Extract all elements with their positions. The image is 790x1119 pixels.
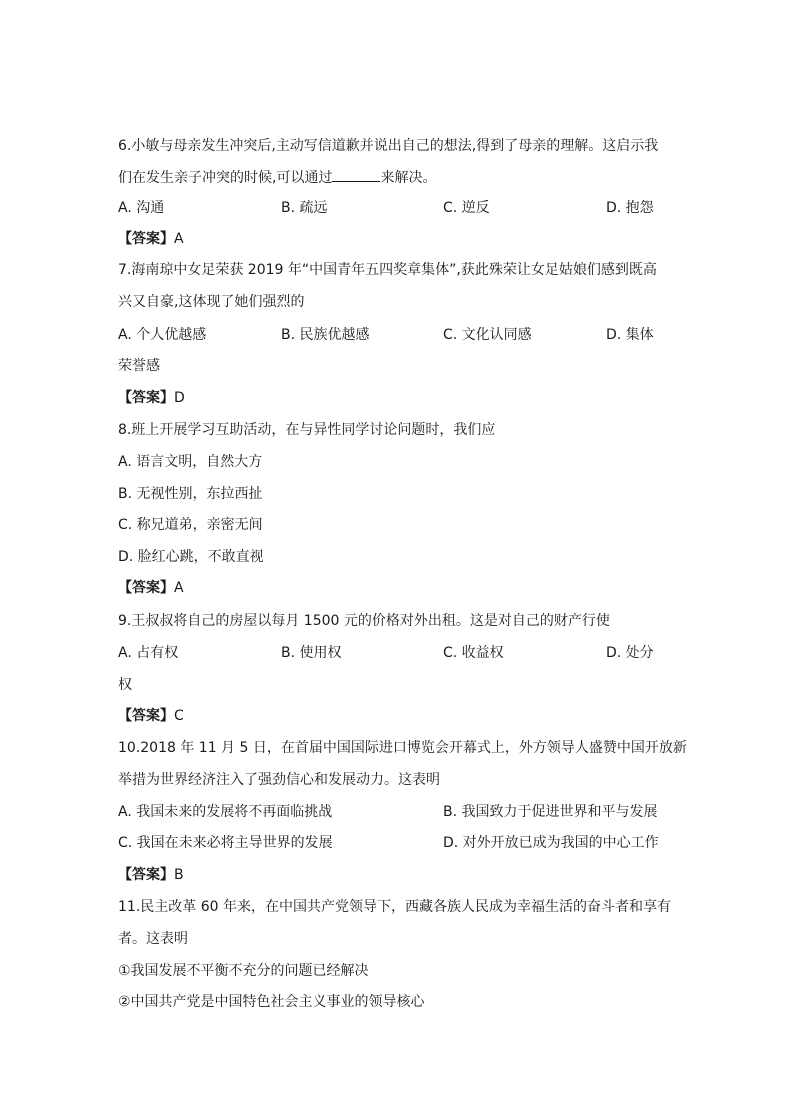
statement-2: ②中国共产党是中国特色社会主义事业的领导核心: [118, 994, 425, 1010]
answer-6: 【答案】A: [118, 231, 184, 247]
option-d: D. 集体: [606, 327, 654, 343]
answer-9: 【答案】C: [118, 708, 184, 724]
question-9-stem: 9.王叔叔将自己的房屋以每月 1500 元的价格对外出租。这是对自己的财产行使: [118, 613, 610, 629]
option-c: C. 收益权: [443, 645, 504, 661]
option-d: D. 对外开放已成为我国的中心工作: [443, 835, 659, 851]
option-d-cont: 权: [118, 677, 132, 693]
option-b: B. 使用权: [281, 645, 342, 661]
option-a: A. 我国未来的发展将不再面临挑战: [118, 804, 333, 820]
question-6-stem-cont: 们在发生亲子冲突的时候,可以通过 来解决。: [118, 167, 436, 188]
option-c: C. 我国在未来必将主导世界的发展: [118, 835, 333, 851]
option-d: D. 处分: [606, 645, 654, 661]
option-d-cont: 荣誉感: [118, 358, 160, 374]
answer-8: 【答案】A: [118, 580, 184, 596]
answer-10: 【答案】B: [118, 867, 184, 883]
question-10-stem-cont: 举措为世界经济注入了强劲信心和发展动力。这表明: [118, 772, 440, 788]
option-b: B. 无视性别，东拉西扯: [118, 486, 263, 502]
option-a: A. 沟通: [118, 200, 165, 216]
question-11-stem-cont: 者。这表明: [118, 931, 188, 947]
option-d: D. 脸红心跳，不敢直视: [118, 549, 264, 565]
option-a: A. 占有权: [118, 645, 179, 661]
option-b: B. 民族优越感: [281, 327, 370, 343]
option-b: B. 疏远: [281, 200, 328, 216]
question-7-stem-cont: 兴又自豪,这体现了她们强烈的: [118, 294, 305, 310]
option-c: C. 称兄道弟，亲密无间: [118, 517, 263, 533]
option-c: C. 逆反: [443, 200, 490, 216]
question-6-stem: 6.小敏与母亲发生冲突后,主动写信道歉并说出自己的想法,得到了母亲的理解。这启示我: [118, 138, 659, 154]
option-d: D. 抱怨: [606, 200, 654, 216]
question-7-stem: 7.海南琼中女足荣获 2019 年“中国青年五四奖章集体”,获此殊荣让女足姑娘们感到既高: [118, 262, 657, 278]
answer-7: 【答案】D: [118, 390, 185, 406]
option-a: A. 语言文明，自然大方: [118, 454, 263, 470]
question-10-stem: 10.2018 年 11 月 5 日，在首届中国国际进口博览会开幕式上，外方领导人盛赞中国开放新: [118, 740, 687, 756]
question-11-stem: 11.民主改革 60 年来，在中国共产党领导下，西藏各族人民成为幸福生活的奋斗者和享有: [118, 899, 671, 915]
question-8-stem: 8.班上开展学习互助活动，在与异性同学讨论问题时，我们应: [118, 422, 496, 438]
option-a: A. 个人优越感: [118, 327, 207, 343]
statement-1: ①我国发展不平衡不充分的问题已经解决: [118, 963, 369, 979]
option-c: C. 文化认同感: [443, 327, 532, 343]
option-b: B. 我国致力于促进世界和平与发展: [443, 804, 658, 820]
fill-in-blank: [332, 167, 380, 182]
